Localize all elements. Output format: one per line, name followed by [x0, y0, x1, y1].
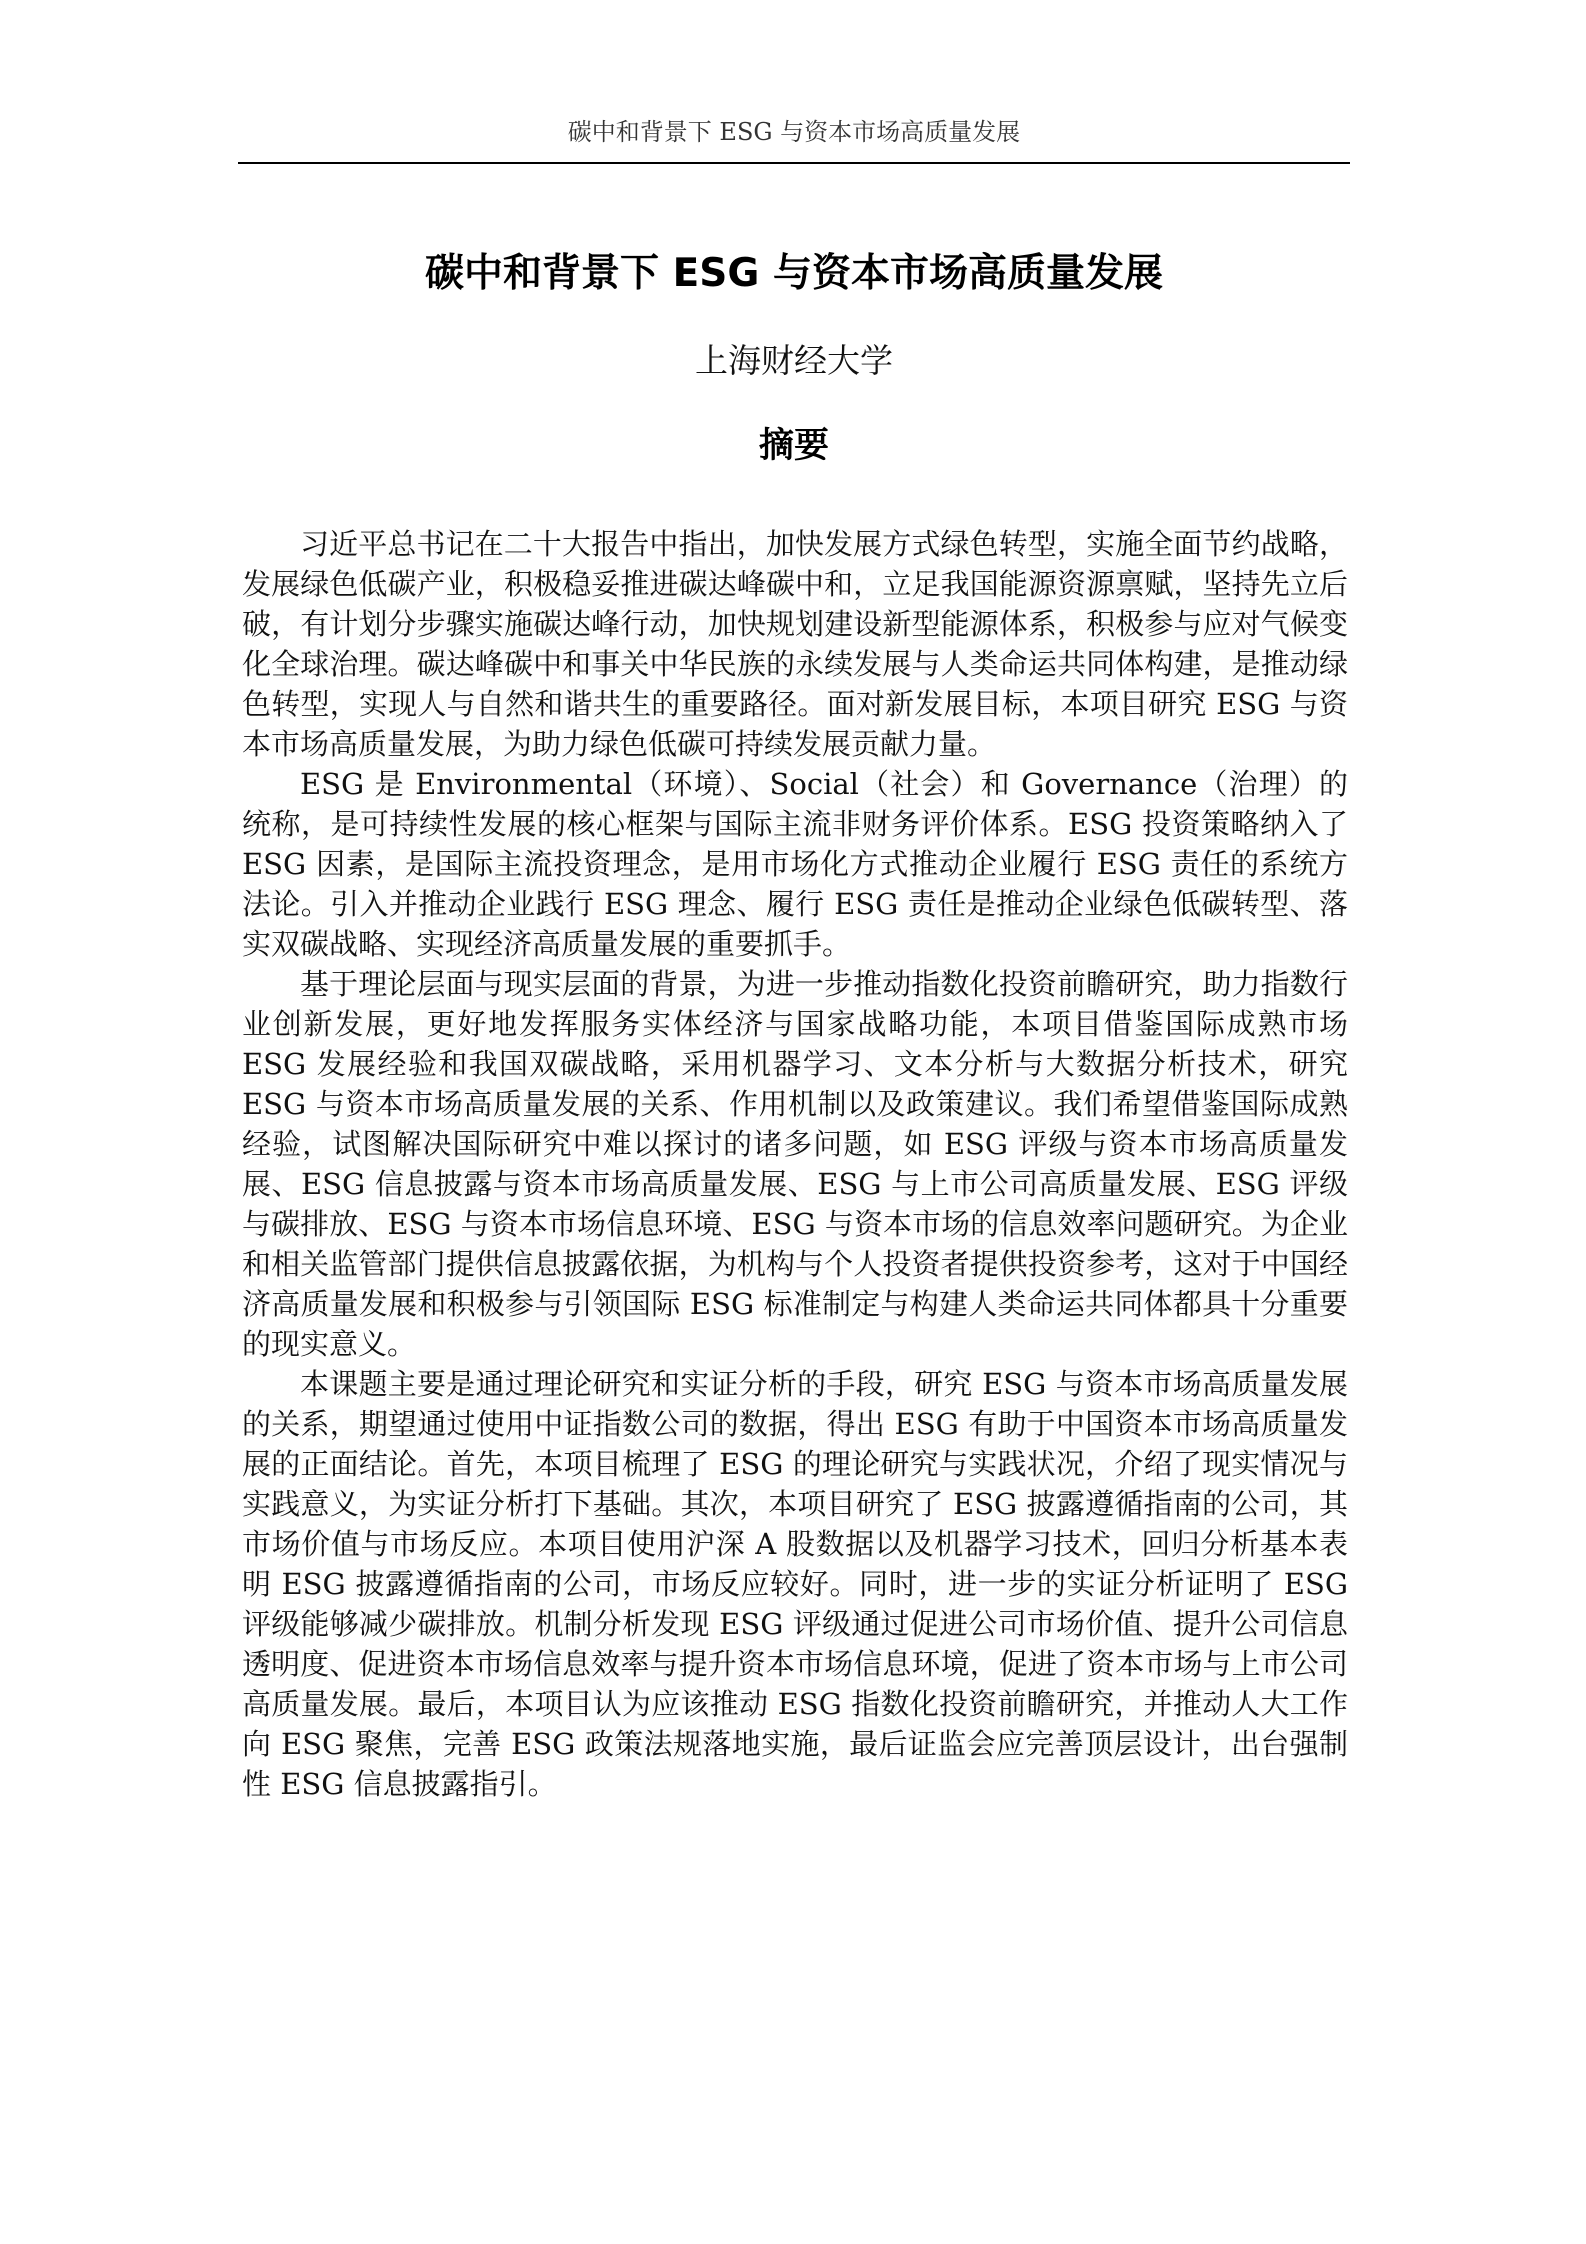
abstract-heading: 摘要 [758, 426, 829, 466]
header-rule [238, 162, 1350, 164]
document-title: 碳中和背景下 ESG 与资本市场高质量发展 [425, 251, 1163, 296]
abstract-paragraph-3: 基于理论层面与现实层面的背景，为进一步推动指数化投资前瞻研究，助力指数行业创新发展，更好地发挥服务实体经济与国家战略功能，本项目借鉴国际成熟市场 ESG 发展经验和我国双碳战略，采用机器学习、文本分析与大数据分析技术，研究 ESG 与资本市场高质量发展的关系、作用机制以及政策建议。我们希望借鉴国际成熟经验，试图解决国际研究中难以探讨的诸多问题，如 ESG 评级与资本市场高质量发展、ESG 信息披露与资本市场高质量发展、ESG 与上市公司高质量发展、ESG 评级与碳排放、ESG 与资本市场信息环境、ESG 与资本市场的信息效率问题研究。为企业和相关监管部门提供信息披露依据，为机构与个人投资者提供投资参考，这对于中国经济高质量发展和积极参与引领国际 ESG 标准制定与构建人类命运共同体都具十分重要的现实意义。 [242, 967, 1348, 1361]
abstract-body [242, 524, 1348, 1804]
running-header: 碳中和背景下 ESG 与资本市场高质量发展 [567, 118, 1021, 146]
abstract-paragraph-4: 本课题主要是通过理论研究和实证分析的手段，研究 ESG 与资本市场高质量发展的关系，期望通过使用中证指数公司的数据，得出 ESG 有助于中国资本市场高质量发展的正面结论。首先，本项目梳理了 ESG 的理论研究与实践状况，介绍了现实情况与实践意义，为实证分析打下基础。其次，本项目研究了 ESG 披露遵循指南的公司，其市场价值与市场反应。本项目使用沪深 A 股数据以及机器学习技术，回归分析基本表明 ESG 披露遵循指南的公司，市场反应较好。同时，进一步的实证分析证明了 ESG 评级能够减少碳排放。机制分析发现 ESG 评级通过促进公司市场价值、提升公司信息透明度、促进资本市场信息效率与提升资本市场信息环境，促进了资本市场与上市公司高质量发展。最后，本项目认为应该推动 ESG 指数化投资前瞻研究，并推动人大工作向 ESG 聚焦，完善 ESG 政策法规落地实施，最后证监会应完善顶层设计，出台强制性 ESG 信息披露指引。 [242, 1367, 1348, 1801]
abstract-paragraph-2: ESG 是 Environmental（环境）、Social（社会）和 Governance（治理）的统称，是可持续性发展的核心框架与国际主流非财务评价体系。ESG 投资策略纳入了 ESG 因素，是国际主流投资理念，是用市场化方式推动企业履行 ESG 责任的系统方法论。引入并推动企业践行 ESG 理念、履行 ESG 责任是推动企业绿色低碳转型、落实双碳战略、实现经济高质量发展的重要抓手。 [242, 767, 1348, 961]
abstract-paragraph-1: 习近平总书记在二十大报告中指出，加快发展方式绿色转型，实施全面节约战略，发展绿色低碳产业，积极稳妥推进碳达峰碳中和，立足我国能源资源禀赋，坚持先立后破，有计划分步骤实施碳达峰行动，加快规划建设新型能源体系，积极参与应对气候变化全球治理。碳达峰碳中和事关中华民族的永续发展与人类命运共同体构建，是推动绿色转型，实现人与自然和谐共生的重要路径。面对新发展目标，本项目研究 ESG 与资本市场高质量发展，为助力绿色低碳可持续发展贡献力量。 [242, 527, 1348, 761]
document-author: 上海财经大学 [695, 341, 893, 380]
